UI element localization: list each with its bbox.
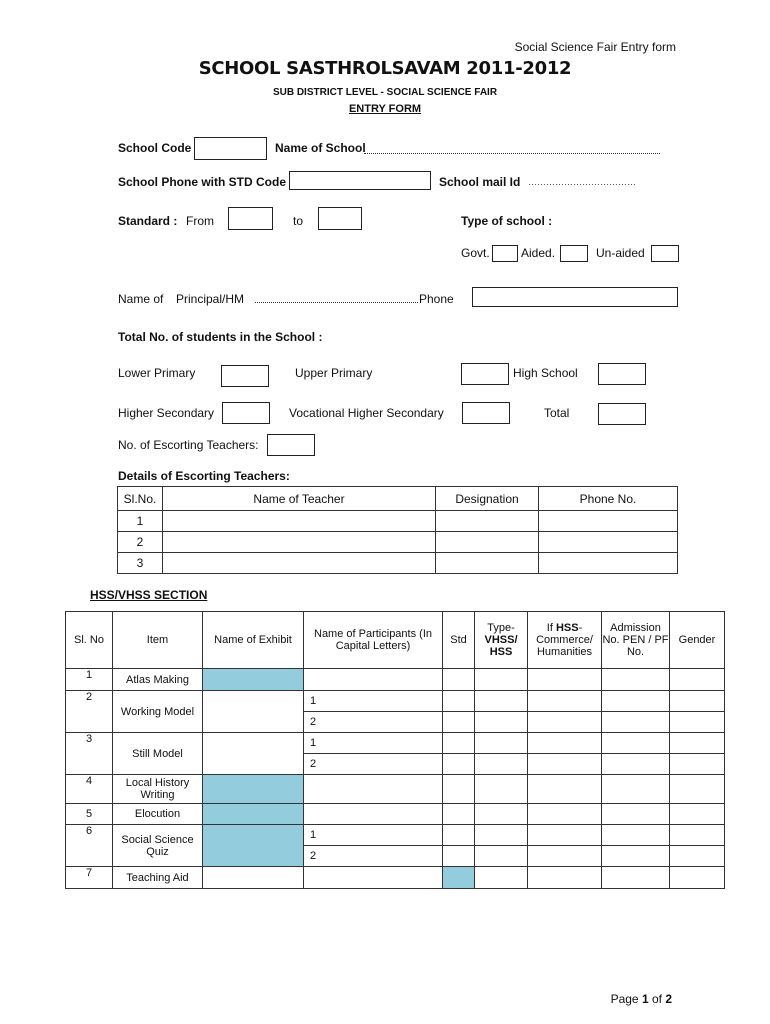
school-phone-label: School Phone with STD Code	[118, 175, 286, 189]
item-name: Atlas Making	[113, 669, 203, 691]
admission-cell[interactable]	[602, 867, 670, 889]
type-cell[interactable]	[475, 867, 528, 889]
participant-cell[interactable]: 1	[304, 733, 443, 754]
table-row	[118, 511, 678, 532]
school-code-label: School Code	[118, 141, 192, 155]
col-std: Std	[443, 612, 475, 669]
exhibit-cell-shaded	[203, 775, 304, 804]
row-number: 2	[118, 532, 163, 553]
row-number: 2	[66, 691, 113, 733]
school-code-input[interactable]	[194, 137, 267, 160]
item-name: Elocution	[113, 804, 203, 825]
std-cell[interactable]	[443, 754, 475, 775]
higher-secondary-input[interactable]	[222, 402, 270, 424]
col-item: Item	[113, 612, 203, 669]
phone-label: Phone	[419, 292, 454, 306]
stream-label: - Commerce/ Humanities	[536, 622, 593, 658]
page-total: 2	[665, 992, 672, 1006]
principal-name-line[interactable]	[255, 302, 418, 303]
std-cell[interactable]	[443, 804, 475, 825]
table-row	[66, 867, 725, 889]
type-of-school-label: Type of school :	[461, 214, 553, 228]
col-gender: Gender	[670, 612, 725, 669]
if-label: If	[546, 622, 556, 634]
admission-cell[interactable]	[602, 804, 670, 825]
item-name: Working Model	[113, 691, 203, 733]
col-type	[475, 612, 528, 669]
vocational-input[interactable]	[462, 402, 510, 424]
std-cell[interactable]	[443, 691, 475, 712]
row-number: 3	[118, 553, 163, 574]
to-label: to	[293, 214, 304, 228]
upper-primary-label: Upper Primary	[295, 366, 373, 380]
higher-secondary-label: Higher Secondary	[118, 406, 215, 420]
participant-cell[interactable]	[304, 867, 443, 889]
total-students-label: Total No. of students in the School :	[118, 330, 323, 344]
page-subtitle: SUB DISTRICT LEVEL - SOCIAL SCIENCE FAIR	[272, 87, 498, 98]
gender-cell[interactable]	[670, 691, 725, 712]
escorting-count-label: No. of Escorting Teachers:	[118, 438, 259, 452]
table-row	[66, 669, 725, 691]
admission-cell[interactable]	[602, 691, 670, 712]
participant-cell[interactable]: 2	[304, 712, 443, 733]
gender-cell[interactable]	[670, 804, 725, 825]
standard-to-input[interactable]	[318, 207, 362, 230]
gender-cell[interactable]	[670, 825, 725, 846]
admission-cell[interactable]	[602, 712, 670, 733]
teacher-name-cell[interactable]	[163, 532, 436, 553]
row-number: 4	[66, 775, 113, 804]
col-exhibit: Name of Exhibit	[203, 612, 304, 669]
type-cell[interactable]	[475, 846, 528, 867]
stream-cell[interactable]	[528, 754, 602, 775]
stream-cell[interactable]	[528, 669, 602, 691]
aided-label: Aided.	[521, 246, 556, 260]
std-cell[interactable]	[443, 733, 475, 754]
type-options: VHSS/ HSS	[484, 634, 518, 658]
item-name: Social Science Quiz	[113, 825, 203, 867]
standard-label: Standard :	[118, 214, 178, 228]
exhibit-cell[interactable]	[203, 691, 304, 733]
school-phone-input[interactable]	[289, 171, 431, 190]
page-title: SCHOOL SASTHROLSAVAM 2011-2012	[198, 58, 572, 79]
type-cell[interactable]	[475, 754, 528, 775]
gender-cell[interactable]	[670, 754, 725, 775]
govt-checkbox[interactable]	[492, 245, 518, 262]
std-cell[interactable]	[443, 669, 475, 691]
standard-from-input[interactable]	[228, 207, 273, 230]
principal-label: Principal/HM	[176, 292, 245, 306]
std-cell[interactable]	[443, 825, 475, 846]
admission-cell[interactable]	[602, 733, 670, 754]
from-label: From	[186, 214, 214, 228]
table-row	[66, 733, 725, 754]
stream-cell[interactable]	[528, 867, 602, 889]
exhibit-cell-shaded	[203, 825, 304, 867]
exhibit-cell-shaded	[203, 804, 304, 825]
school-mail-line[interactable]: ………………………………	[528, 177, 636, 187]
entry-form-heading: ENTRY FORM	[348, 103, 422, 115]
gender-cell[interactable]	[670, 712, 725, 733]
stream-cell[interactable]	[528, 846, 602, 867]
table-row	[118, 553, 678, 574]
col-if-hss	[528, 612, 602, 669]
lower-primary-input[interactable]	[221, 365, 269, 387]
vocational-label: Vocational Higher Secondary	[289, 406, 444, 420]
col-participants: Name of Participants (In Capital Letters)	[304, 612, 443, 669]
form-label: Social Science Fair Entry form	[514, 40, 676, 54]
exhibit-cell[interactable]	[203, 733, 304, 775]
govt-label: Govt.	[461, 246, 490, 260]
stream-cell[interactable]	[528, 733, 602, 754]
school-name-label: Name of School	[275, 141, 366, 155]
table-row	[66, 691, 725, 712]
std-cell[interactable]	[443, 846, 475, 867]
type-cell[interactable]	[475, 712, 528, 733]
admission-cell[interactable]	[602, 754, 670, 775]
type-cell[interactable]	[475, 804, 528, 825]
phone-cell[interactable]	[539, 553, 678, 574]
page-of: of	[648, 992, 666, 1006]
upper-primary-input[interactable]	[461, 363, 509, 385]
gender-cell[interactable]	[670, 733, 725, 754]
row-number: 5	[66, 804, 113, 825]
stream-cell[interactable]	[528, 775, 602, 804]
row-number: 1	[66, 669, 113, 691]
participant-cell[interactable]	[304, 775, 443, 804]
participant-cell[interactable]: 1	[304, 825, 443, 846]
row-number: 3	[66, 733, 113, 775]
escorting-teachers-table	[117, 486, 678, 574]
std-cell[interactable]	[443, 712, 475, 733]
gender-cell[interactable]	[670, 846, 725, 867]
teacher-name-cell[interactable]	[163, 511, 436, 532]
col-sl-no: Sl. No	[66, 612, 113, 669]
hss-label: HSS	[555, 622, 579, 634]
item-name: Teaching Aid	[113, 867, 203, 889]
admission-cell[interactable]	[602, 775, 670, 804]
participant-cell[interactable]: 2	[304, 754, 443, 775]
lower-primary-label: Lower Primary	[118, 366, 196, 380]
admission-cell[interactable]	[602, 825, 670, 846]
std-cell[interactable]	[443, 775, 475, 804]
school-name-line[interactable]	[364, 153, 660, 154]
col-slno: Sl.No.	[118, 487, 163, 511]
participant-cell[interactable]: 2	[304, 846, 443, 867]
gender-cell[interactable]	[670, 775, 725, 804]
type-cell[interactable]	[475, 733, 528, 754]
gender-cell[interactable]	[670, 867, 725, 889]
participant-cell[interactable]: 1	[304, 691, 443, 712]
total-input[interactable]	[598, 403, 646, 425]
table-row	[118, 532, 678, 553]
table-row	[66, 825, 725, 846]
phone-cell[interactable]	[539, 532, 678, 553]
high-school-label: High School	[513, 366, 578, 380]
col-teacher-name: Name of Teacher	[163, 487, 436, 511]
unaided-checkbox[interactable]	[651, 245, 679, 262]
hss-table	[65, 611, 725, 889]
escorting-count-input[interactable]	[267, 434, 315, 456]
row-number: 6	[66, 825, 113, 867]
designation-cell[interactable]	[436, 511, 539, 532]
stream-cell[interactable]	[528, 712, 602, 733]
row-number: 7	[66, 867, 113, 889]
page-label: Page	[610, 992, 642, 1006]
page-current: 1	[641, 992, 649, 1006]
participant-cell[interactable]	[304, 669, 443, 691]
gender-cell[interactable]	[670, 669, 725, 691]
escorting-details-label: Details of Escorting Teachers:	[118, 469, 290, 483]
unaided-label: Un-aided	[596, 246, 645, 260]
page-number	[611, 992, 672, 1006]
stream-cell[interactable]	[528, 825, 602, 846]
type-label: Type-	[487, 622, 515, 634]
school-mail-label: School mail Id	[439, 175, 521, 189]
exhibit-cell-shaded	[203, 669, 304, 691]
admission-cell[interactable]	[602, 846, 670, 867]
name-of-label: Name of	[118, 292, 164, 306]
high-school-input[interactable]	[598, 363, 646, 385]
type-cell[interactable]	[475, 825, 528, 846]
exhibit-cell[interactable]	[203, 867, 304, 889]
designation-cell[interactable]	[436, 553, 539, 574]
col-admission: Admission No. PEN / PF No.	[602, 612, 670, 669]
teacher-name-cell[interactable]	[163, 553, 436, 574]
hss-section-title: HSS/VHSS SECTION	[90, 588, 208, 602]
principal-phone-input[interactable]	[472, 287, 678, 307]
table-row	[66, 804, 725, 825]
type-cell[interactable]	[475, 691, 528, 712]
col-phone: Phone No.	[539, 487, 678, 511]
table-row	[66, 775, 725, 804]
col-designation: Designation	[436, 487, 539, 511]
std-cell-shaded	[443, 867, 475, 889]
item-name: Local History Writing	[113, 775, 203, 804]
type-cell[interactable]	[475, 669, 528, 691]
stream-cell[interactable]	[528, 691, 602, 712]
admission-cell[interactable]	[602, 669, 670, 691]
phone-cell[interactable]	[539, 511, 678, 532]
item-name: Still Model	[113, 733, 203, 775]
stream-cell[interactable]	[528, 804, 602, 825]
aided-checkbox[interactable]	[560, 245, 588, 262]
row-number: 1	[118, 511, 163, 532]
total-label: Total	[544, 406, 570, 420]
participant-cell[interactable]	[304, 804, 443, 825]
type-cell[interactable]	[475, 775, 528, 804]
designation-cell[interactable]	[436, 532, 539, 553]
